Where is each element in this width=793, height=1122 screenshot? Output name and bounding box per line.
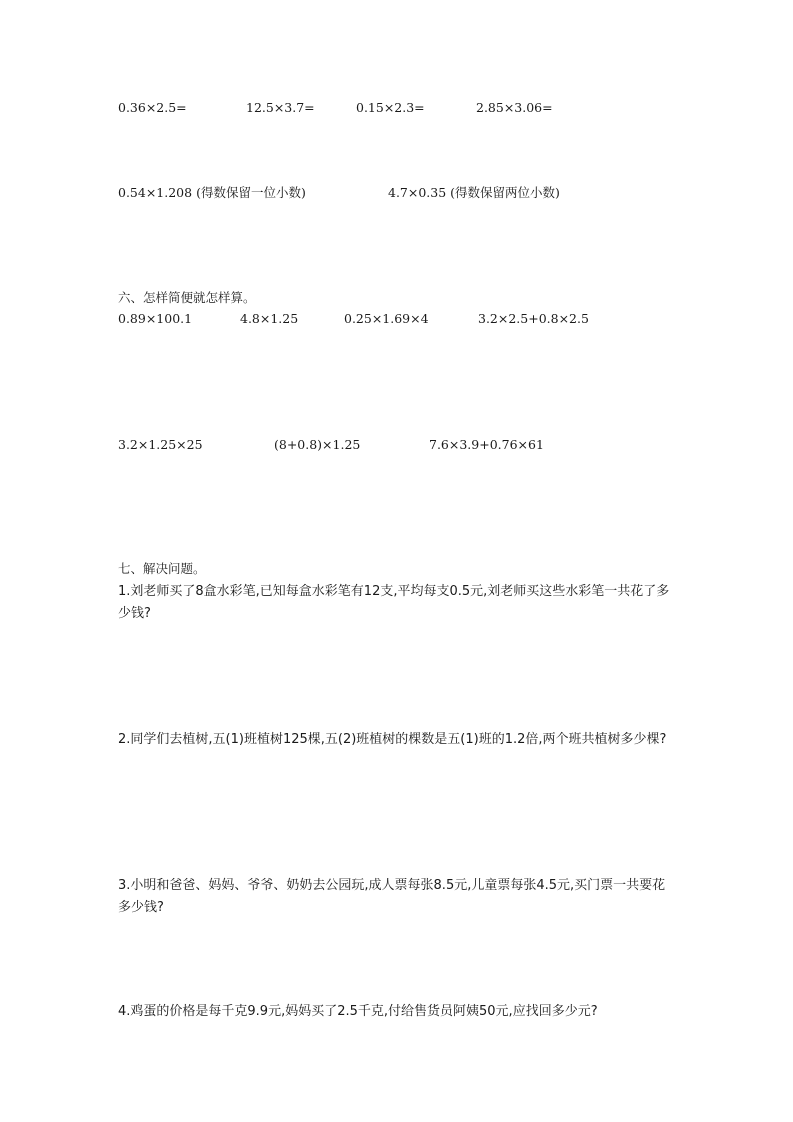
simplify-expression-4: 3.2×2.5+0.8×2.5 <box>478 311 589 326</box>
simplify-expression-1: 0.89×100.1 <box>118 311 193 326</box>
simplify-expression-6: (8+0.8)×1.25 <box>274 437 361 452</box>
expression-rounding-1: 0.54×1.208 (得数保留一位小数) <box>118 185 306 200</box>
expression-4: 2.85×3.06= <box>476 100 553 115</box>
simplify-expression-2: 4.8×1.25 <box>240 311 299 326</box>
section-7-heading: 七、解决问题。 <box>118 561 206 576</box>
simplify-expression-3: 0.25×1.69×4 <box>344 311 429 326</box>
expression-2: 12.5×3.7= <box>246 100 315 115</box>
word-problem-3: 3.小明和爸爸、妈妈、爷爷、奶奶去公园玩,成人票每张8.5元,儿童票每张4.5元,买门票一共要花多少钱? <box>118 878 666 915</box>
simplify-expression-5: 3.2×1.25×25 <box>118 437 203 452</box>
expression-3: 0.15×2.3= <box>356 100 425 115</box>
word-problem-4: 4.鸡蛋的价格是每千克9.9元,妈妈买了2.5千克,付给售货员阿姨50元,应找回多少元? <box>118 1004 598 1019</box>
simplify-expression-7: 7.6×3.9+0.76×61 <box>429 437 544 452</box>
expression-rounding-2: 4.7×0.35 (得数保留两位小数) <box>388 185 560 200</box>
word-problem-1: 1.刘老师买了8盒水彩笔,已知每盒水彩笔有12支,平均每支0.5元,刘老师买这些水彩笔一共花了多少钱? <box>118 584 670 621</box>
expression-1: 0.36×2.5= <box>118 100 187 115</box>
section-6-heading: 六、怎样简便就怎样算。 <box>118 290 256 305</box>
word-problem-2: 2.同学们去植树,五(1)班植树125棵,五(2)班植树的棵数是五(1)班的1.2倍,两个班共植树多少棵? <box>118 732 667 747</box>
